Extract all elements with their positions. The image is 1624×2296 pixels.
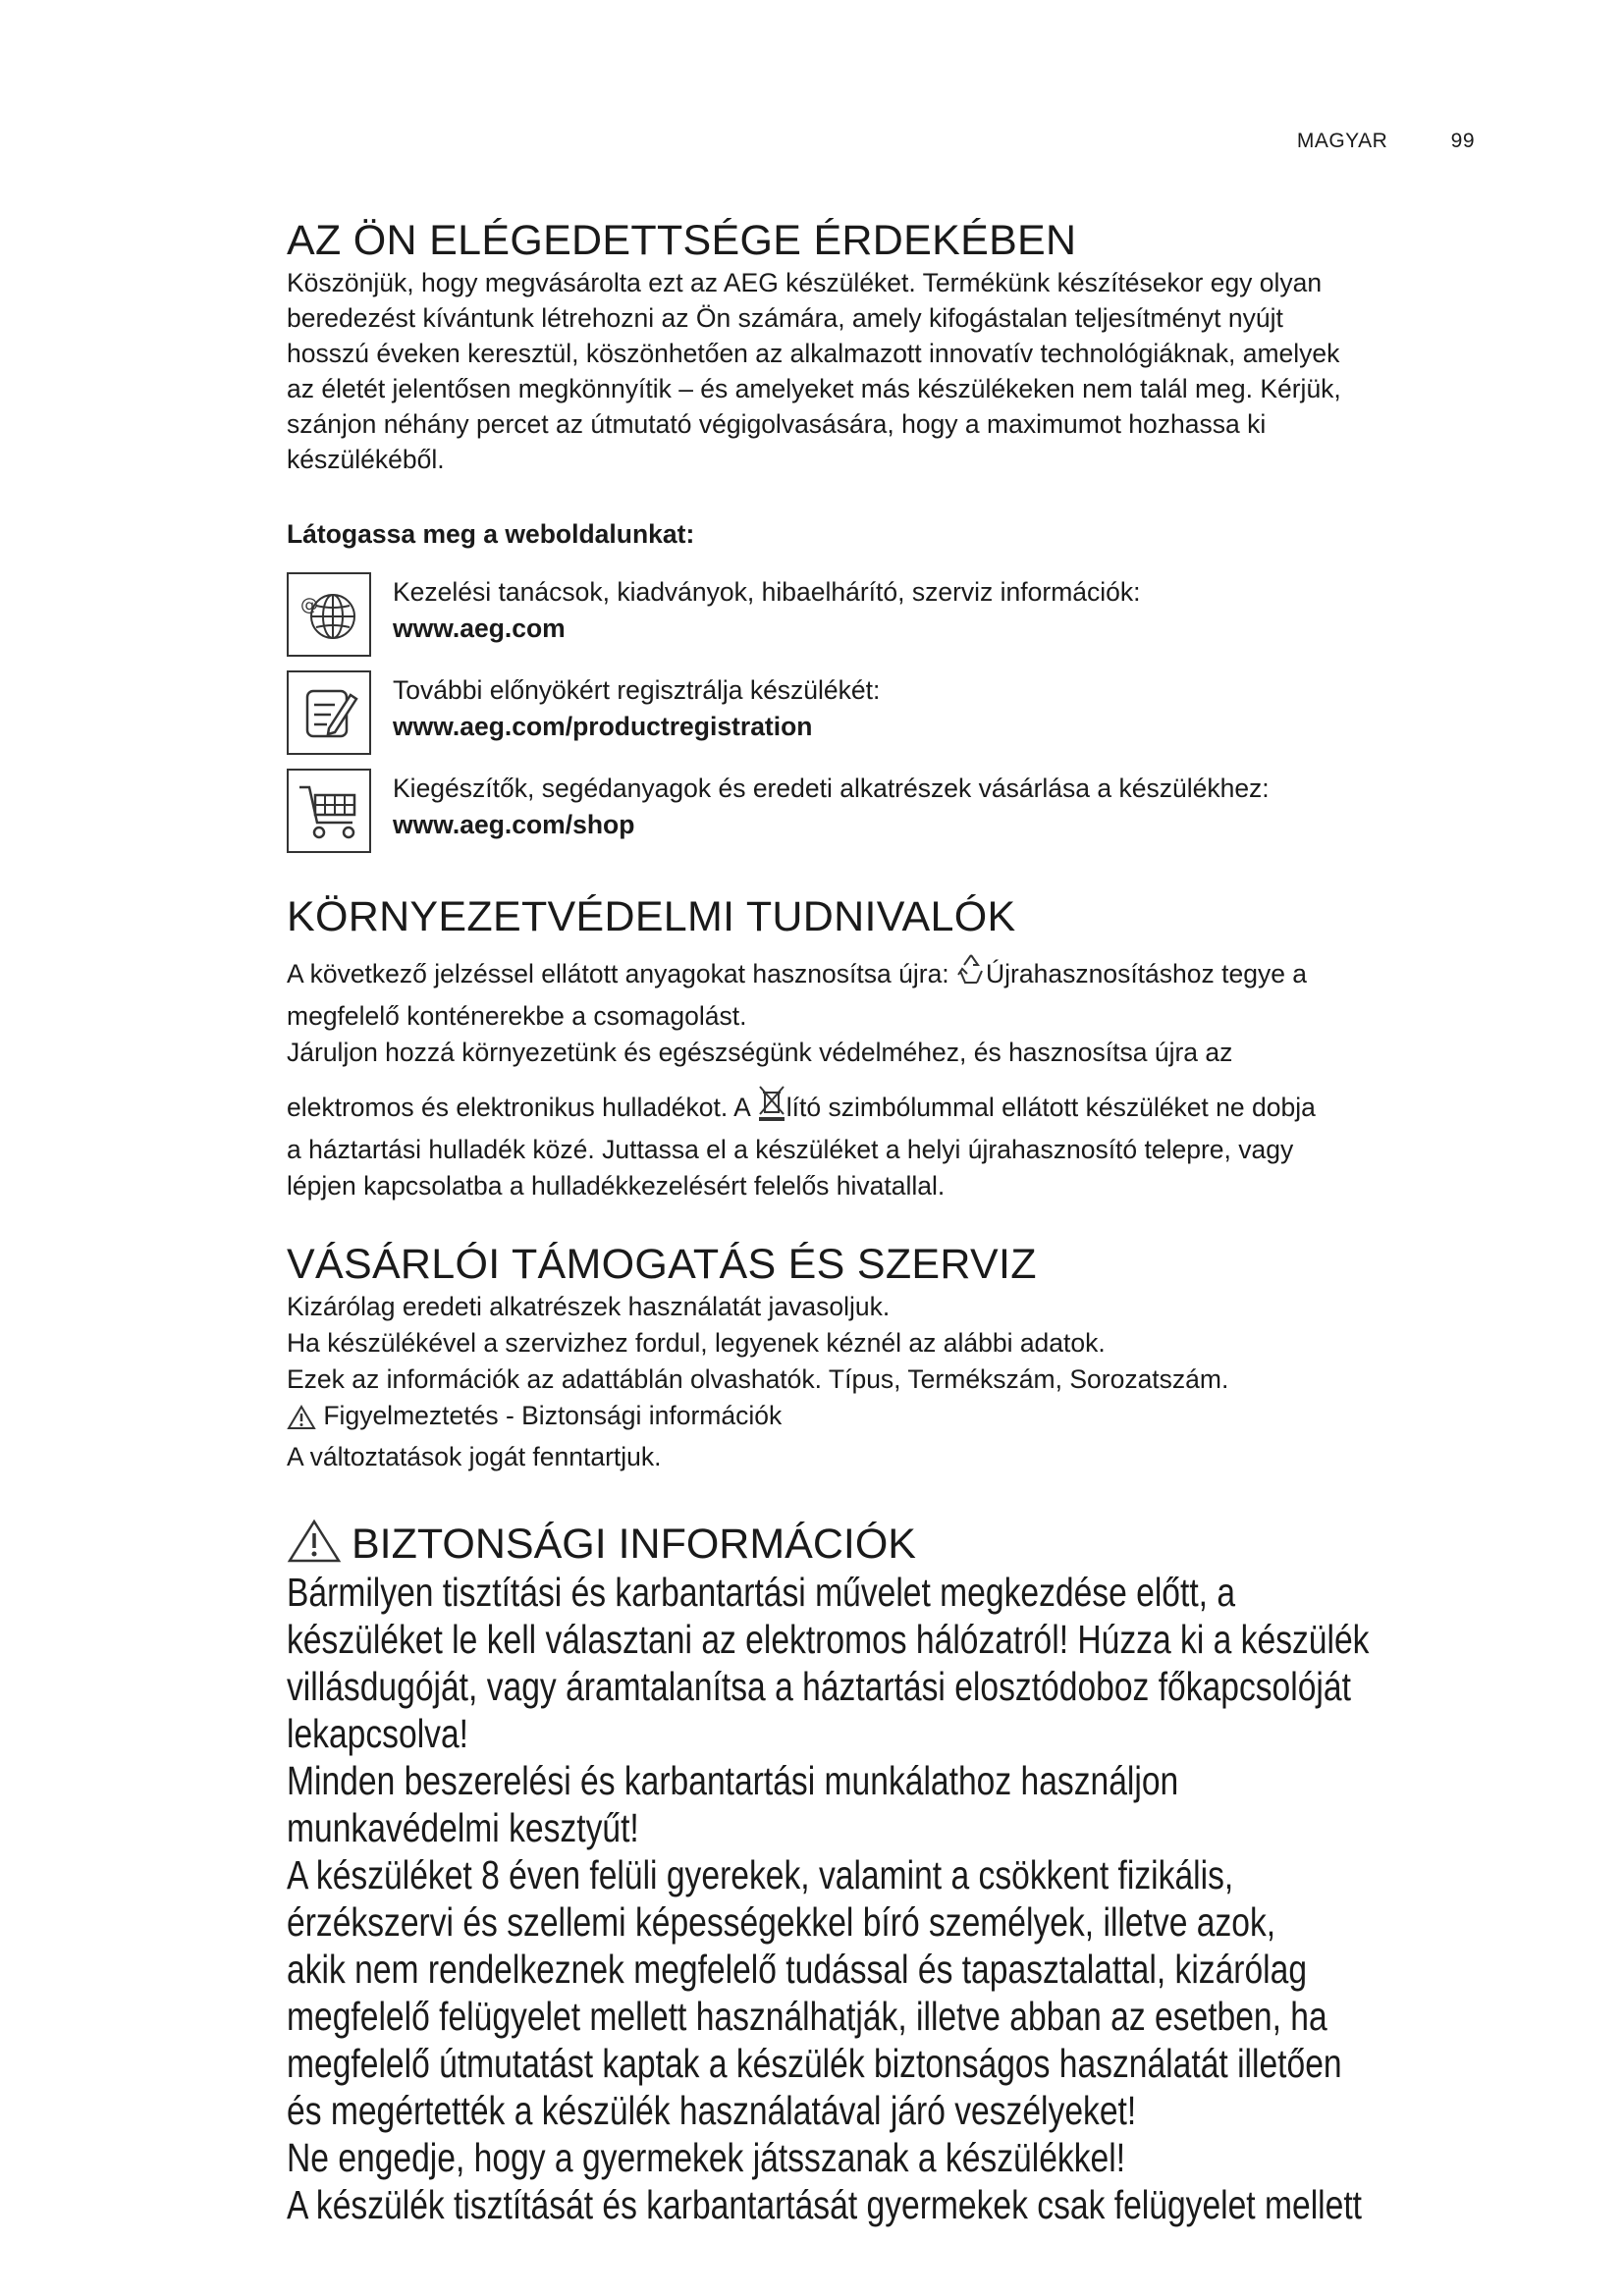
safety-line: és megértették a készülék használatával járó veszélyeket!: [287, 2088, 1137, 2133]
service-title: VÁSÁRLÓI TÁMOGATÁS ÉS SZERVIZ: [287, 1241, 1037, 1288]
link-row-shop: [287, 769, 1504, 853]
environment-title: KÖRNYEZETVÉDELMI TUDNIVALÓK: [287, 893, 1016, 940]
service-section: [287, 1240, 1504, 1475]
text-fragment: A következő jelzéssel ellátott anyagokat hasznosítsa újra:: [287, 959, 957, 988]
paragraph-line: lépjen kapcsolatba a hulladékkezelésért felelős hivatallal.: [287, 1171, 946, 1201]
safety-line: munkavédelmi kesztyűt!: [287, 1805, 639, 1850]
link-description: Kezelési tanácsok, kiadványok, hibaelhárító, szerviz információk:: [393, 577, 1141, 607]
text-fragment: lító szimbólummal ellátott készüléket ne dobja: [785, 1093, 1316, 1122]
safety-line: érzékszervi és szellemi képességekkel bíró személyek, illetve azok,: [287, 1899, 1276, 1945]
safety-line: Minden beszerelési és karbantartási munkálathoz használjon: [287, 1758, 1179, 1803]
link-url-shop[interactable]: www.aeg.com/shop: [393, 810, 635, 839]
warning-line: [287, 1398, 1504, 1439]
safety-section: [287, 1519, 1504, 2228]
warning-triangle-icon: [287, 1519, 342, 1569]
link-description: Kiegészítők, segédanyagok és eredeti alkatrészek vásárlása a készülékhez:: [393, 774, 1270, 803]
paragraph-line: Járuljon hozzá környezetünk és egészségünk védelméhez, és hasznosítsa újra az: [287, 1038, 1233, 1067]
environment-paragraph: [287, 953, 1504, 1204]
safety-line: A készülék tisztítását és karbantartását gyermekek csak felügyelet mellett: [287, 2182, 1363, 2227]
safety-title: BIZTONSÁGI INFORMÁCIÓK: [352, 1520, 916, 1568]
page-content: [287, 216, 1504, 2228]
svg-text:@: @: [300, 595, 318, 615]
safety-line: lekapcsolva!: [287, 1711, 469, 1756]
shopping-cart-icon: [287, 769, 371, 853]
satisfaction-section: [287, 216, 1504, 853]
paragraph-line: Kizárólag eredeti alkatrészek használatát javasoljuk.: [287, 1292, 891, 1321]
paragraph-line: Ha készülékével a szervizhez fordul, legyenek kéznél az alábbi adatok.: [287, 1328, 1106, 1358]
text-fragment: elektromos és elektronikus hulladékot. A: [287, 1093, 757, 1122]
service-paragraph: [287, 1289, 1504, 1475]
link-url-registration[interactable]: www.aeg.com/productregistration: [393, 712, 813, 741]
link-url-aeg[interactable]: www.aeg.com: [393, 614, 566, 643]
paragraph-line: beredezést kívántunk létrehozni az Ön számára, amely kifogástalan teljesítményt nyújt: [287, 303, 1283, 333]
safety-line: A készüléket 8 éven felüli gyerekek, valamint a csökkent fizikális,: [287, 1852, 1234, 1897]
crossed-bin-icon: [757, 1085, 786, 1132]
warning-triangle-icon: [287, 1404, 316, 1439]
paragraph-line: az életét jelentősen megkönnyítik – és amelyeket más készülékeken nem talál meg. Kérjük,: [287, 374, 1341, 403]
safety-line: Bármilyen tisztítási és karbantartási művelet megkezdése előtt, a: [287, 1570, 1236, 1615]
paragraph-line: A változtatások jogát fenntartjuk.: [287, 1442, 662, 1471]
paragraph-line: [287, 953, 1504, 998]
paragraph-line: hosszú éveken keresztül, köszönhetően az alkalmazott innovatív technológiáknak, amelyek: [287, 339, 1340, 368]
safety-title-row: [287, 1519, 1504, 1569]
page-number: 99: [1450, 130, 1475, 152]
safety-line: akik nem rendelkeznek megfelelő tudással és tapasztalattal, kizárólag: [287, 1947, 1308, 1992]
safety-line: megfelelő felügyelet mellett használhatják, illetve abban az esetben, ha: [287, 1994, 1327, 2039]
safety-line: villásdugóját, vagy áramtalanítsa a háztartási elosztódoboz főkapcsolóját: [287, 1664, 1351, 1709]
environment-section: [287, 892, 1504, 1204]
language-label: MAGYAR: [1296, 130, 1388, 152]
link-row-registration: [287, 670, 1504, 755]
page-header: [1297, 130, 1475, 153]
visit-website-label: Látogassa meg a weboldalunkat:: [287, 519, 695, 549]
link-row-support: [287, 572, 1504, 657]
globe-icon: [287, 572, 371, 657]
text-fragment: Újrahasznosításhoz tegye a: [986, 959, 1308, 988]
paragraph-line: megfelelő konténerekbe a csomagolást.: [287, 1001, 747, 1031]
recycling-icon: [956, 953, 986, 998]
satisfaction-paragraph: [287, 265, 1504, 477]
paragraph-line: Köszönjük, hogy megvásárolta ezt az AEG készüléket. Termékünk készítésekor egy olyan: [287, 268, 1323, 297]
paragraph-line: készülékéből.: [287, 445, 445, 474]
satisfaction-title: AZ ÖN ELÉGEDETTSÉGE ÉRDEKÉBEN: [287, 217, 1077, 264]
warning-text: Figyelmeztetés - Biztonsági információk: [323, 1401, 783, 1430]
link-description: További előnyökért regisztrálja készülékét:: [393, 675, 881, 705]
paragraph-line: Ezek az információk az adattáblán olvashatók. Típus, Termékszám, Sorozatszám.: [287, 1364, 1229, 1394]
safety-line: megfelelő útmutatást kaptak a készülék biztonságos használatát illetően: [287, 2041, 1342, 2086]
safety-body: [287, 1569, 1510, 2228]
paragraph-line: [287, 1085, 1504, 1132]
safety-line: Ne engedje, hogy a gyermekek játsszanak a készülékkel!: [287, 2135, 1126, 2180]
paragraph-line: a háztartási hulladék közé. Juttassa el a készüléket a helyi újrahasznosító telepre, vagy: [287, 1135, 1294, 1164]
safety-line: készüléket le kell választani az elektromos hálózatról! Húzza ki a készülék: [287, 1617, 1370, 1662]
registration-icon: [287, 670, 371, 755]
paragraph-line: szánjon néhány percet az útmutató végigolvasására, hogy a maximumot hozhassa ki: [287, 409, 1267, 439]
